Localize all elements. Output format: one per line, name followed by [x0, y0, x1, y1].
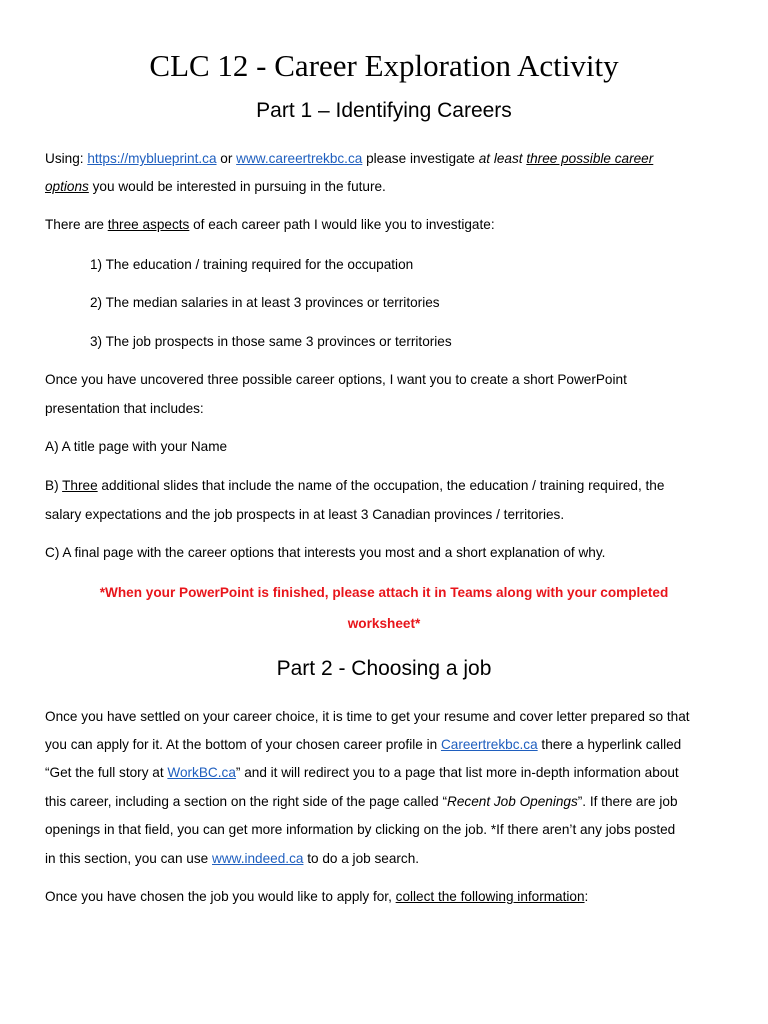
part2-line-6: in this section, you can use www.indeed.ca to do a job search. [45, 851, 420, 866]
workbc-link[interactable]: WorkBC.ca [167, 765, 236, 780]
teams-note-line-2: worksheet* [347, 616, 421, 631]
careertrekbc-link[interactable]: www.careertrekbc.ca [236, 151, 363, 166]
list-item: 3) The job prospects in those same 3 provinces or territories [90, 334, 452, 349]
part1-heading: Part 1 – Identifying Careers [256, 99, 512, 122]
teams-note-line-1: *When your PowerPoint is finished, please attach it in Teams along with your completed [99, 585, 669, 600]
careertrekbc-profile-link[interactable]: Careertrekbc.ca [440, 737, 538, 752]
part2-line-1: Once you have settled on your career choice, it is time to get your resume and cover letter prepared so that [45, 709, 690, 724]
list-item: 1) The education / training required for the occupation [90, 257, 414, 272]
once-line-1: Once you have uncovered three possible career options, I want you to create a short PowerPoint [45, 372, 627, 387]
part2-line-7: Once you have chosen the job you would like to apply for, collect the following information: [45, 889, 589, 904]
indeed-link[interactable]: www.indeed.ca [212, 851, 304, 866]
once-line-2: presentation that includes: [45, 401, 204, 416]
part2-heading: Part 2 - Choosing a job [276, 657, 492, 680]
page-title: CLC 12 - Career Exploration Activity [149, 48, 619, 83]
using-line: Using: https://myblueprint.ca or www.careertrekbc.ca please investigate at least three possible career [45, 151, 654, 166]
part2-line-4: this career, including a section on the right side of the page called “Recent Job Openings”. If there are job [45, 794, 678, 809]
aspects-line: There are three aspects of each career path I would like you to investigate: [45, 217, 495, 232]
using-line-2: options you would be interested in pursuing in the future. [45, 179, 386, 194]
myblueprint-link[interactable]: https://myblueprint.ca [87, 151, 217, 166]
item-b: B) Three additional slides that include the name of the occupation, the education / training required, the [45, 478, 665, 493]
item-c: C) A final page with the career options that interests you most and a short explanation of why. [45, 545, 606, 560]
item-b-line-2: salary expectations and the job prospects in at least 3 Canadian provinces / territories. [45, 507, 565, 522]
item-a: A) A title page with your Name [45, 439, 228, 454]
part2-line-3: “Get the full story at WorkBC.ca” and it will redirect you to a page that list more in-depth information about [45, 765, 679, 780]
list-item: 2) The median salaries in at least 3 provinces or territories [90, 295, 440, 310]
part2-line-5: openings in that field, you can get more information by clicking on the job. *If there aren’t any jobs posted [45, 822, 676, 837]
part2-line-2: you can apply for it. At the bottom of your chosen career profile in Careertrekbc.ca there a hyperlink called [45, 737, 682, 752]
